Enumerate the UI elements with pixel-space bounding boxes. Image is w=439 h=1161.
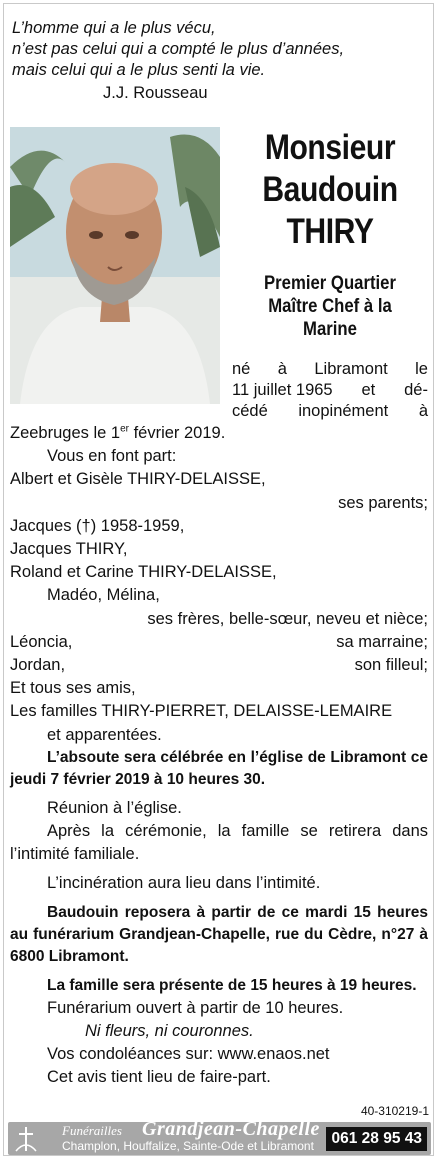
birth-line [232, 401, 428, 422]
phone-number[interactable]: 061 28 95 43 [326, 1127, 427, 1151]
portrait-photo [10, 127, 220, 404]
funeral-home-info [44, 1118, 326, 1155]
birth-word: cédé [232, 402, 268, 420]
families-line: Les familles THIRY-PIERRET, DELAISSE-LEMAIRE [10, 702, 393, 721]
birth-word: 11 juillet 1965 [232, 381, 333, 399]
sibling-line: Jacques THIRY, [10, 540, 128, 559]
related-line: et apparentées. [47, 725, 162, 744]
funeral-home-logo-icon [8, 1122, 44, 1155]
godmother-name: Léoncia, [10, 632, 73, 651]
death-date-suffix: février 2019. [128, 424, 226, 442]
notice-body [10, 422, 428, 1090]
birth-line [232, 359, 428, 380]
death-date [10, 422, 428, 445]
flowers-line: Ni fleurs, ni couronnes. [85, 1022, 254, 1041]
birth-word: inopinément [298, 402, 389, 420]
absoute-paragraph: L’absoute sera célébrée en l’église de Libramont ce jeudi 7 février 2019 à 10 heures 30. [10, 748, 428, 788]
funeral-home-name: Grandjean-Chapelle [142, 1118, 320, 1140]
presence-line: La famille sera présente de 15 heures à 19 heures. [47, 976, 417, 994]
quote-author: J.J. Rousseau [103, 84, 208, 102]
niece-nephew-names: Madéo, Mélina, [47, 586, 160, 605]
godson-line [10, 654, 428, 677]
birth-word: dé- [404, 381, 428, 399]
name-line: Baudouin [262, 170, 398, 209]
godmother-line [10, 631, 428, 654]
death-date-sup: er [120, 423, 129, 435]
parents-names: Albert et Gisèle THIRY-DELAISSE, [10, 470, 266, 489]
funeral-home-banner [8, 1118, 431, 1155]
quote-line: mais celui qui a le plus senti la vie. [12, 61, 266, 79]
birth-word: né [232, 360, 251, 378]
reunion-line: Réunion à l’église. [47, 798, 182, 817]
godmother-role: sa marraine; [336, 632, 428, 651]
death-date-prefix: Zeebruges le 1 [10, 424, 121, 442]
funerarium-paragraph: Baudouin reposera à partir de ce mardi 15 heures au funérarium Grandjean-Chapelle, rue du Cèdre, n°27 à 6800 Libramont. [10, 903, 428, 965]
after-ceremony-paragraph: Après la cérémonie, la famille se retirera dans l’intimité familiale. [10, 822, 428, 864]
birth-word: à [418, 402, 428, 420]
incineration-line: L’incinération aura lieu dans l’intimité. [47, 874, 321, 893]
title-line: Maître Chef à la [268, 296, 392, 317]
name-line: THIRY [286, 212, 374, 251]
birth-word: à [277, 360, 287, 378]
birth-word: Libramont [314, 360, 388, 378]
birth-info [232, 359, 428, 422]
name-line: Monsieur [264, 128, 396, 167]
epigraph-quote [12, 18, 344, 81]
godson-name: Jordan, [10, 656, 66, 675]
godson-role: son filleul; [354, 656, 428, 675]
quote-line: L’homme qui a le plus vécu, [12, 19, 216, 37]
birth-word: le [415, 360, 428, 378]
birth-line [232, 380, 428, 401]
birth-word: et [361, 381, 376, 399]
title-line: Marine [303, 319, 357, 340]
condolences-line[interactable]: Vos condoléances sur: www.enaos.net [47, 1045, 330, 1064]
funeral-home-places: Champlon, Houffalize, Sainte-Ode et Libramont [62, 1139, 314, 1153]
quote-line: n’est pas celui qui a compté le plus d’années, [12, 40, 345, 58]
opening-hours-line: Funérarium ouvert à partir de 10 heures. [47, 998, 344, 1017]
deceased-title [232, 272, 428, 341]
sibling-line: Roland et Carine THIRY-DELAISSE, [10, 563, 277, 582]
reference-number: 40-310219-1 [360, 1104, 429, 1118]
friends-line: Et tous ses amis, [10, 679, 136, 698]
parents-role: ses parents; [338, 493, 428, 512]
notice-line: Cet avis tient lieu de faire-part. [47, 1068, 271, 1087]
portrait-illustration [10, 127, 220, 404]
deceased-name [232, 127, 428, 253]
sibling-line: Jacques (†) 1958-1959, [10, 516, 185, 535]
siblings-role: ses frères, belle-sœur, neveu et nièce; [147, 609, 428, 628]
announcement-intro: Vous en font part: [47, 447, 177, 466]
funeral-label: Funérailles [62, 1123, 122, 1138]
title-line: Premier Quartier [264, 273, 396, 294]
